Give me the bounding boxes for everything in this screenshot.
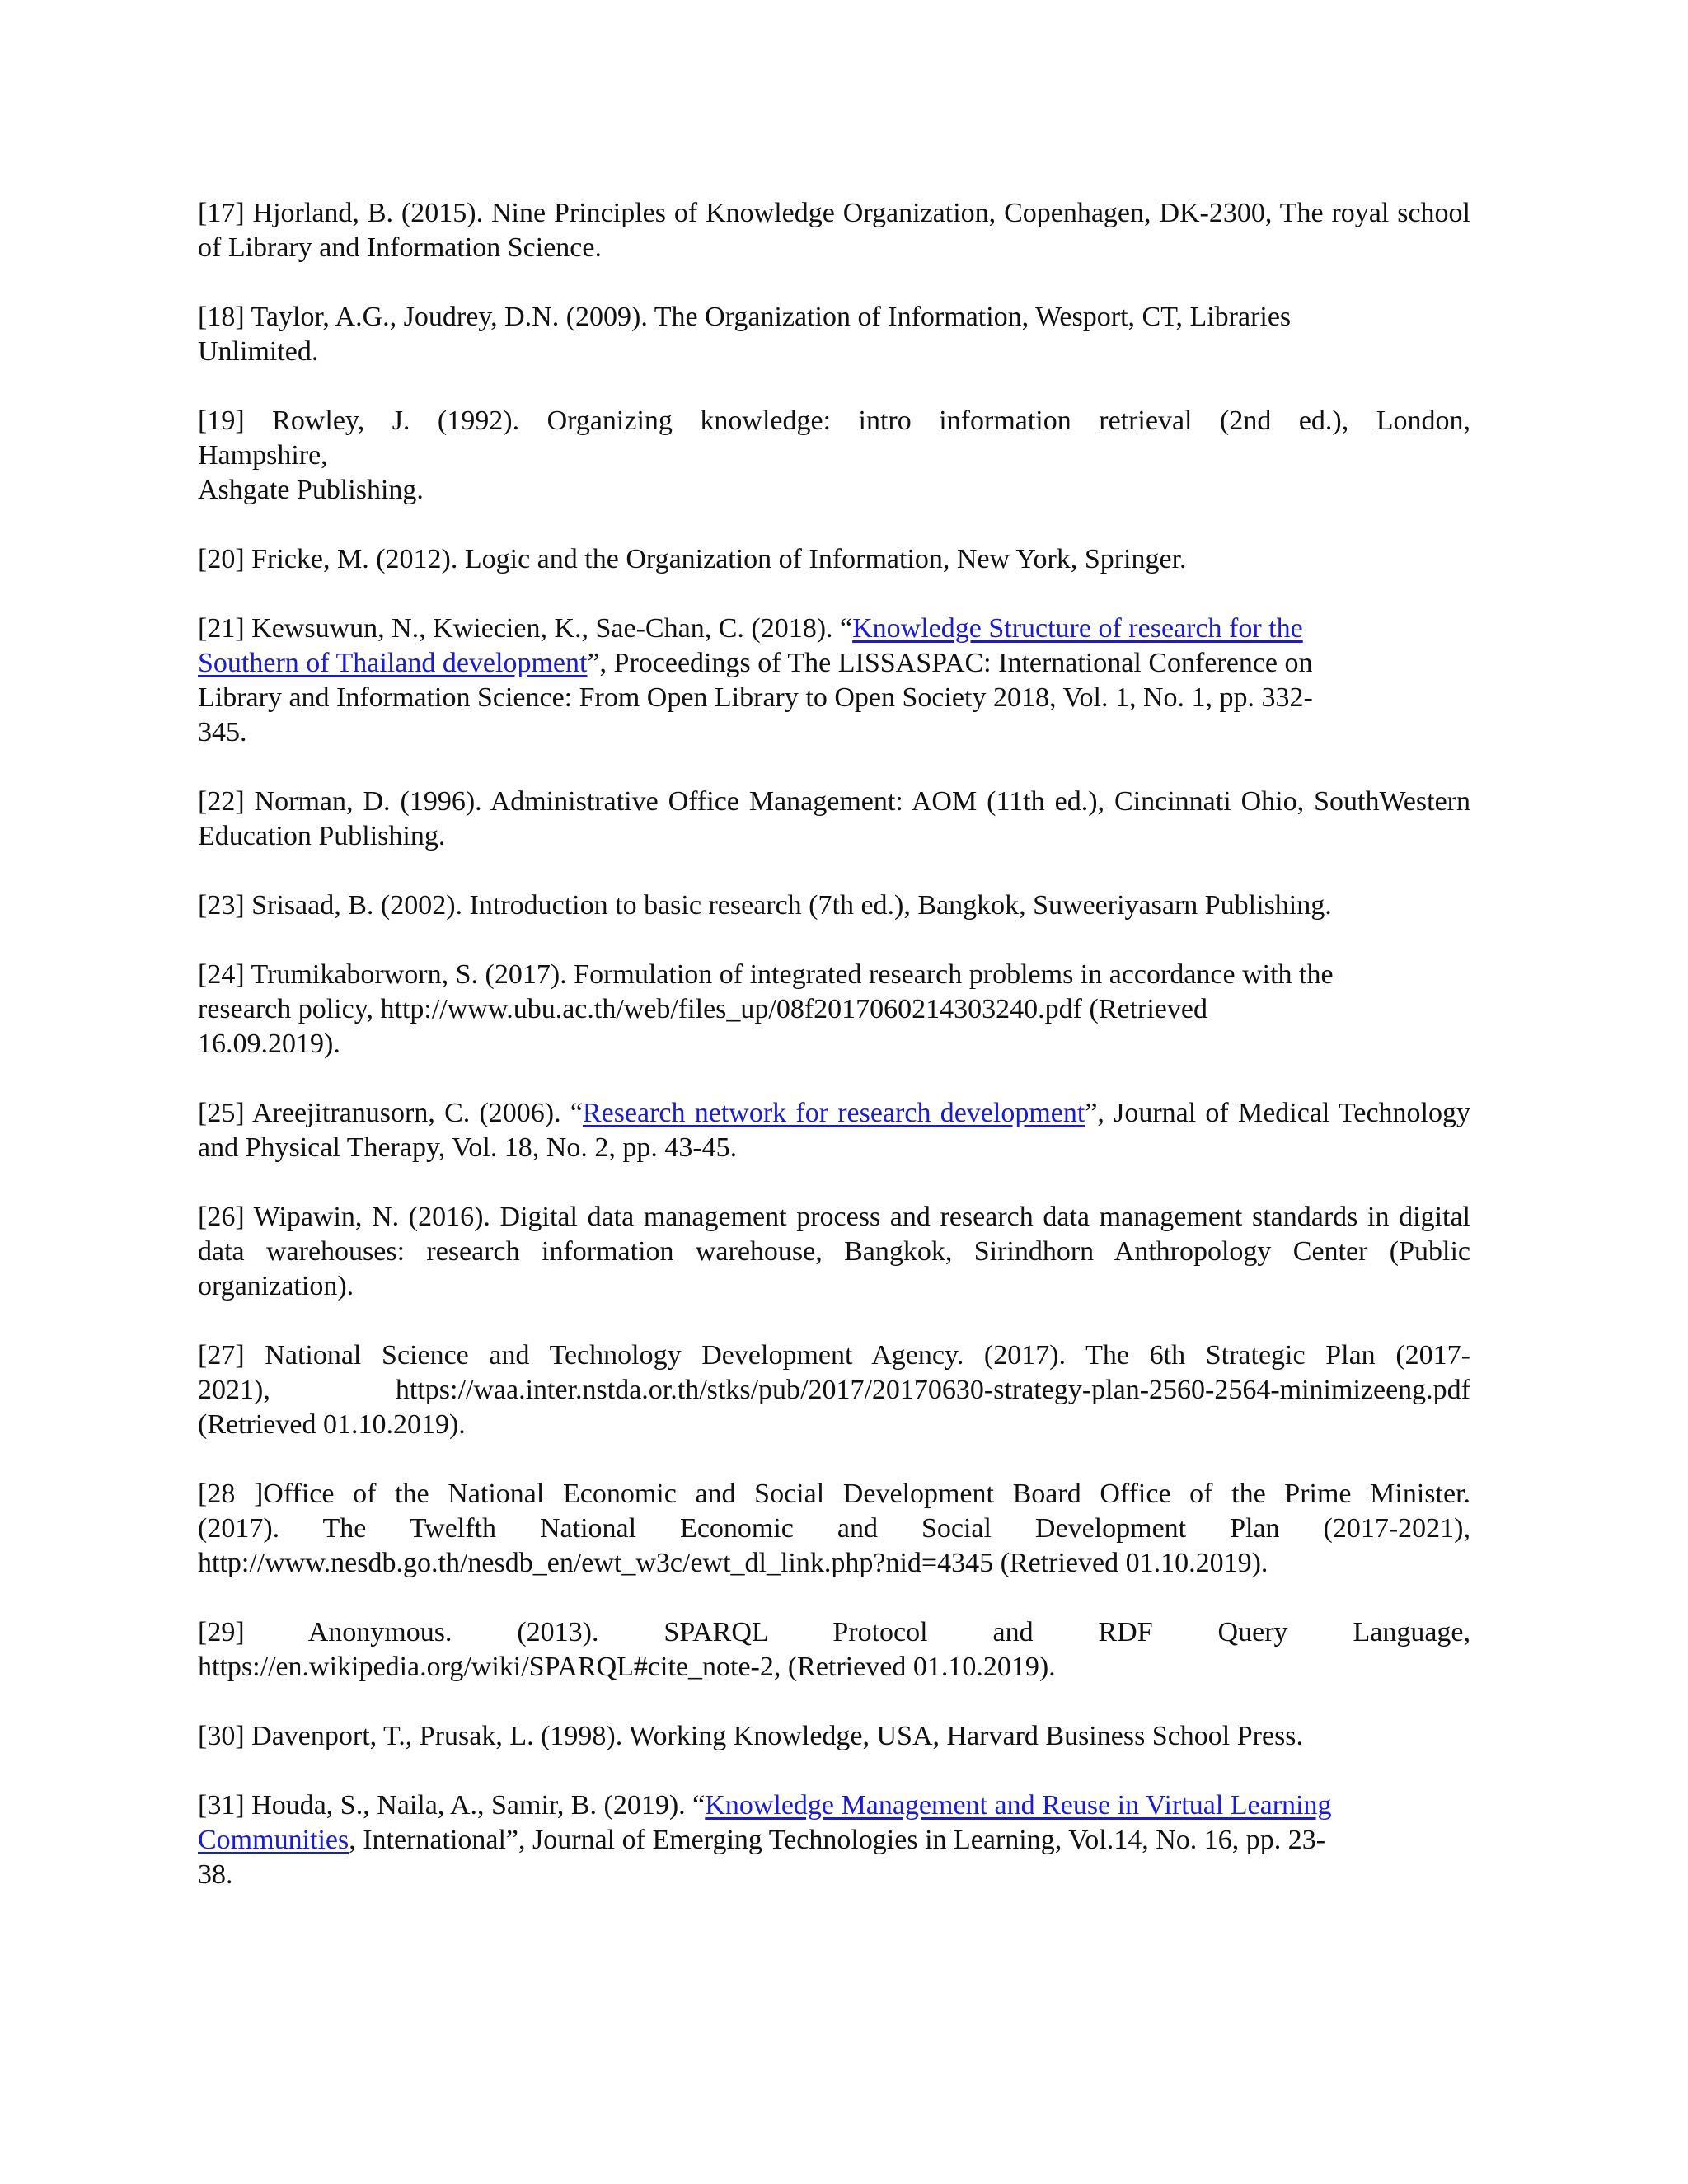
reference-24-line-3: 16.09.2019). xyxy=(198,1029,340,1059)
reference-28-line-3: http://www.nesdb.go.th/nesdb_en/ewt_w3c/ewt_dl_link.php?nid=4345 (Retrieved 01.10.2019). xyxy=(198,1548,1268,1578)
reference-23 xyxy=(198,888,1470,923)
reference-22-text: [22] Norman, D. (1996). Administrative Office Management: AOM (11th ed.), Cincinnati Ohio, SouthWestern Education Publishing. xyxy=(198,786,1470,851)
reference-28 xyxy=(198,1477,1470,1581)
reference-24-line-1: [24] Trumikaborworn, S. (2017). Formulation of integrated research problems in accordance with the xyxy=(198,959,1334,990)
reference-23-text: [23] Srisaad, B. (2002). Introduction to basic research (7th ed.), Bangkok, Suweeriyasarn Publishing. xyxy=(198,890,1332,921)
reference-17 xyxy=(198,196,1470,265)
reference-31-title-link[interactable]: Knowledge Management and Reuse in Virtual Learning xyxy=(705,1790,1332,1821)
reference-21-prefix: [21] Kewsuwun, N., Kwiecien, K., Sae-Chan, C. (2018). “ xyxy=(198,613,853,644)
reference-22 xyxy=(198,785,1470,854)
reference-25-title-link[interactable]: Research network for research development xyxy=(582,1098,1085,1128)
reference-27-line-1: [27] National Science and Technology Development Agency. (2017). The 6th Strategic Plan (2017- xyxy=(198,1340,1470,1371)
reference-27-line-2: 2021), https://waa.inter.nstda.or.th/stks/pub/2017/20170630-strategy-plan-2560-2564-minimizeeng.pdf xyxy=(198,1375,1470,1405)
reference-27-line-3: (Retrieved 01.10.2019). xyxy=(198,1409,466,1440)
reference-17-text: [17] Hjorland, B. (2015). Nine Principles of Knowledge Organization, Copenhagen, DK-2300, The royal school of Library and Information Science. xyxy=(198,198,1470,263)
reference-28-line-1: [28 ]Office of the National Economic and Social Development Board Office of the Prime Minister. xyxy=(198,1479,1470,1509)
reference-31-line-3: 38. xyxy=(198,1859,233,1890)
reference-31-suffix: , International”, Journal of Emerging Technologies in Learning, Vol.14, No. 16, pp. 23- xyxy=(349,1825,1326,1855)
reference-19 xyxy=(198,404,1470,508)
reference-18 xyxy=(198,300,1470,369)
reference-19-line-2: Hampshire, xyxy=(198,440,328,471)
reference-18-line-2: Unlimited. xyxy=(198,336,319,367)
reference-25-prefix: [25] Areejitranusorn, C. (2006). “ xyxy=(198,1098,583,1128)
reference-28-line-2: (2017). The Twelfth National Economic and Social Development Plan (2017-2021), xyxy=(198,1513,1470,1544)
reference-21-title-link-continued[interactable]: Southern of Thailand development xyxy=(198,648,588,678)
reference-21-line-3: Library and Information Science: From Open Library to Open Society 2018, Vol. 1, No. 1, pp. 332- xyxy=(198,682,1313,713)
reference-20 xyxy=(198,542,1470,577)
reference-18-line-1: [18] Taylor, A.G., Joudrey, D.N. (2009). The Organization of Information, Wesport, CT, Libraries xyxy=(198,302,1292,332)
reference-31-prefix: [31] Houda, S., Naila, A., Samir, B. (2019). “ xyxy=(198,1790,706,1821)
reference-25-suffix: ”, Journal of Medical Technology and Physical Therapy, Vol. 18, No. 2, pp. 43-45. xyxy=(198,1098,1470,1163)
reference-27 xyxy=(198,1338,1470,1442)
reference-list xyxy=(198,196,1470,1927)
reference-26-text: [26] Wipawin, N. (2016). Digital data management process and research data management standards in digital data warehouses: research information warehouse, Bangkok, Sirindhorn Anthropology Center (Public organization). xyxy=(198,1202,1470,1301)
reference-31-title-link-continued[interactable]: Communities xyxy=(198,1825,349,1855)
reference-30-text: [30] Davenport, T., Prusak, L. (1998). Working Knowledge, USA, Harvard Business School Press. xyxy=(198,1721,1304,1751)
reference-25 xyxy=(198,1096,1470,1165)
reference-29 xyxy=(198,1615,1470,1685)
reference-31 xyxy=(198,1788,1470,1892)
reference-19-line-3: Ashgate Publishing. xyxy=(198,475,424,505)
reference-21 xyxy=(198,612,1470,750)
reference-29-line-1: [29] Anonymous. (2013). SPARQL Protocol and RDF Query Language, xyxy=(198,1617,1470,1647)
reference-21-suffix: ”, Proceedings of The LISSASPAC: International Conference on xyxy=(587,648,1313,678)
reference-24-line-2: research policy, http://www.ubu.ac.th/web/files_up/08f2017060214303240.pdf (Retrieved xyxy=(198,994,1207,1024)
reference-29-line-2: https://en.wikipedia.org/wiki/SPARQL#cite_note-2, (Retrieved 01.10.2019). xyxy=(198,1652,1056,1682)
reference-26 xyxy=(198,1200,1470,1304)
reference-21-line-4: 345. xyxy=(198,717,247,748)
reference-30 xyxy=(198,1719,1470,1754)
reference-19-line-1: [19] Rowley, J. (1992). Organizing knowledge: intro information retrieval (2nd ed.), London, xyxy=(198,405,1470,436)
reference-21-title-link[interactable]: Knowledge Structure of research for the xyxy=(852,613,1303,644)
reference-24 xyxy=(198,958,1470,1062)
reference-20-text: [20] Fricke, M. (2012). Logic and the Organization of Information, New York, Springer. xyxy=(198,544,1187,574)
